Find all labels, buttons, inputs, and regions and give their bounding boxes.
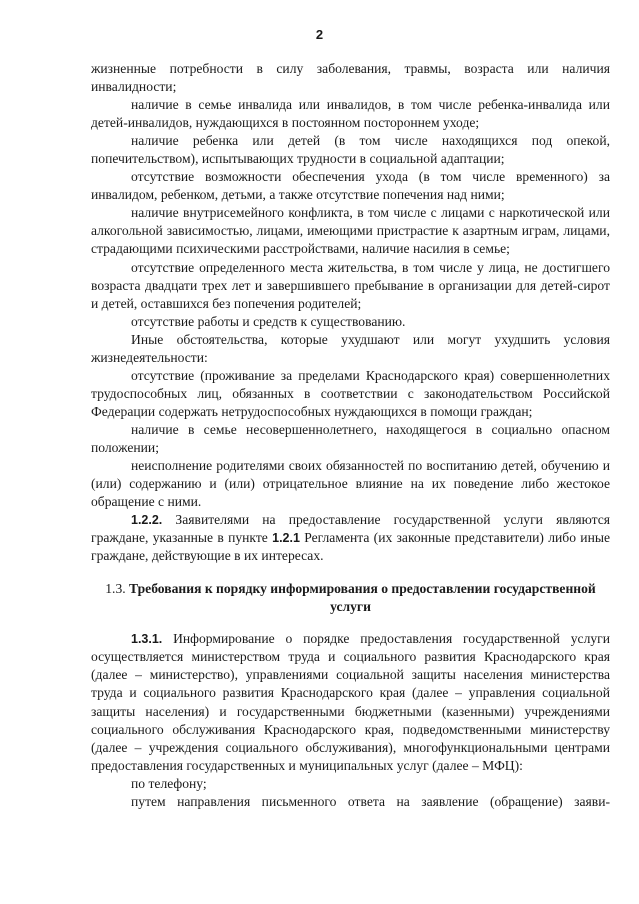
list-item: путем направления письменного ответа на заявление (обращение) заяви-: [131, 793, 610, 809]
paragraph: наличие внутрисемейного конфликта, в том числе с лицами с наркотической или алкогольной зависимостью, лицами, имеющими пристрастие к азартным играм, лицами, страдающими психическими расстройствами, наличие насилия в семье;: [91, 205, 610, 257]
paragraph: отсутствие работы и средств к существованию.: [131, 313, 406, 329]
clause-text: Информирование о порядке предоставления государственной услуги осуществляется министерством труда и социального развития Краснодарского края (далее – министерство), управлениями социальной защиты населения министерства труда и социального развития Краснодарского края (далее – управления социальной защиты населения) и государственными бюджетными (казенными) учреждениями социального обслуживания Краснодарского края, подведомственными министерству (далее – учреждения социального обслуживания), многофункциональными центрами предоставления государственных и муниципальных услуг (далее – МФЦ):: [91, 631, 610, 773]
paragraph-1-3-1: [91, 630, 610, 774]
paragraph: отсутствие возможности обеспечения ухода (в том числе временного) за инвалидом, ребенком, детьми, а также отсутствие попечения над ними;: [91, 169, 610, 203]
paragraph: жизненные потребности в силу заболевания, травмы, возраста или наличия инвалидности;: [91, 61, 610, 95]
paragraph: отсутствие определенного места жительства, в том числе у лица, не достигшего возраста двадцати трех лет и завершившего пребывание в организации для детей-сирот и детей, оставшихся без попечения родителей;: [91, 259, 610, 311]
section-heading: [91, 580, 610, 616]
body-text: [91, 60, 610, 811]
paragraph-1-2-2: [91, 511, 610, 565]
paragraph: наличие в семье несовершеннолетнего, находящегося в социально опасном положении;: [91, 421, 610, 455]
clause-text: Заявителями на предоставление государственной услуги являются граждане, указанные в пункте: [91, 512, 610, 546]
paragraph: неисполнение родителями своих обязанностей по воспитанию детей, обучению и (или) содержанию и (или) отрицательное влияние на их поведение либо жестокое обращение с ними.: [91, 458, 610, 510]
paragraph: наличие в семье инвалида или инвалидов, в том числе ребенка-инвалида или детей-инвалидов, нуждающихся в постоянном постороннем уходе;: [91, 97, 610, 131]
clause-number: 1.3.1.: [131, 632, 163, 647]
paragraph: отсутствие (проживание за пределами Краснодарского края) совершеннолетних трудоспособных лиц, обязанных в соответствии с законодательством Российской Федерации содержать нетрудоспособных нуждающихся в помощи граждан;: [91, 367, 610, 419]
section-number: 1.3.: [105, 581, 126, 597]
section-title: Требования к порядку информирования о предоставлении государственной услуги: [129, 581, 596, 615]
paragraph: наличие ребенка или детей (в том числе находящихся под опекой, попечительством), испытывающих трудности в социальной адаптации;: [91, 133, 610, 167]
clause-reference: 1.2.1: [272, 531, 300, 546]
page-number: 2: [315, 27, 324, 42]
list-item: по телефону;: [131, 775, 207, 791]
clause-number: 1.2.2.: [131, 513, 163, 528]
paragraph: Иные обстоятельства, которые ухудшают или могут ухудшить условия жизнедеятельности:: [91, 331, 610, 365]
clause-text: Регламента (их законные представители) либо иные граждане, действующие в их интересах.: [91, 530, 611, 564]
